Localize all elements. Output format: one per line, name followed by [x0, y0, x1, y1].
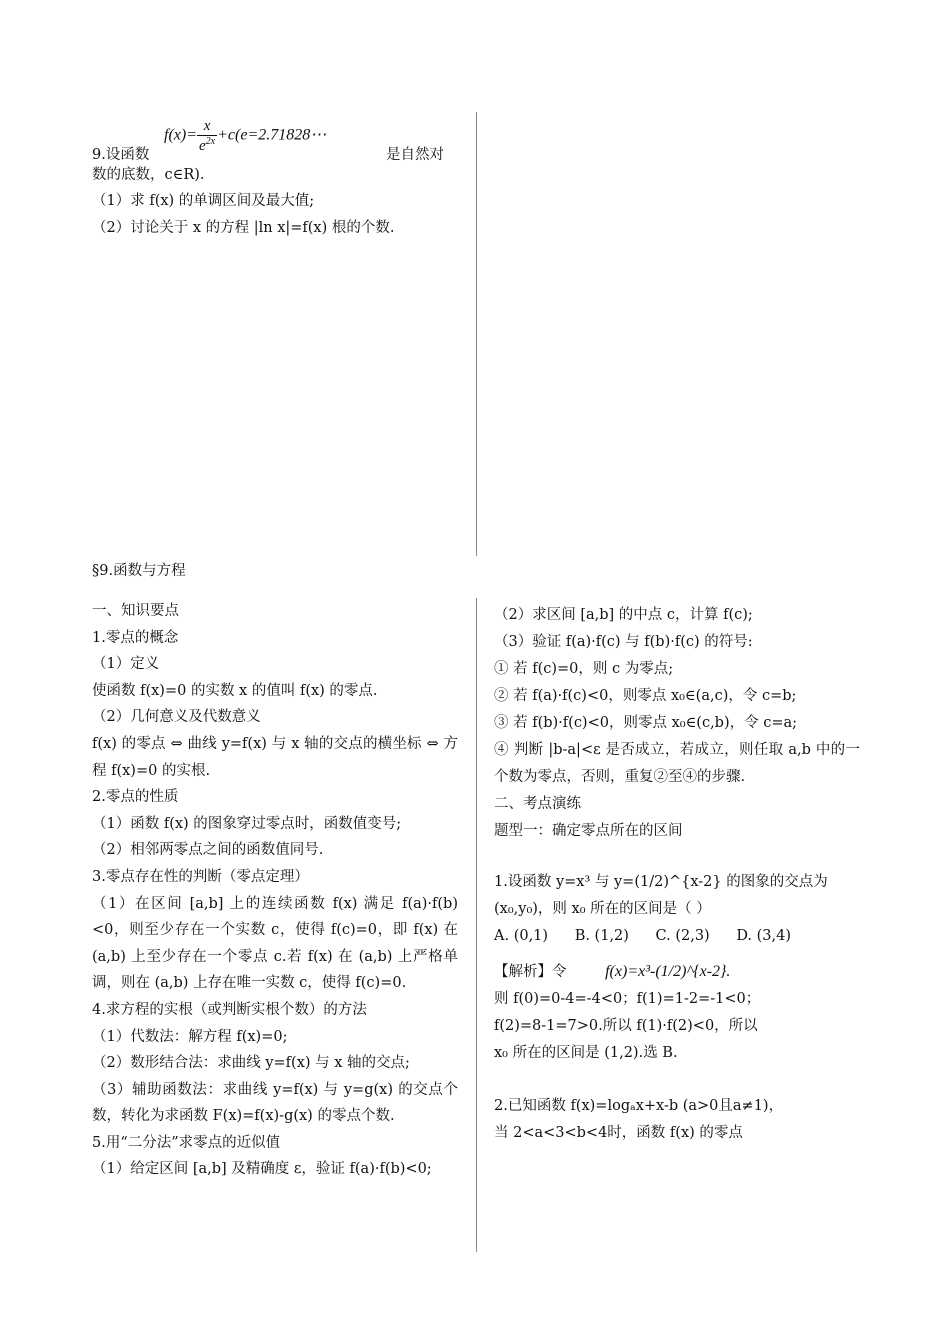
option-d: D. (3,4): [736, 928, 792, 944]
spacer: [494, 845, 860, 869]
solution-step-1: 则 f(0)=0-4=-4<0；f(1)=1-2=-1<0；: [494, 991, 761, 1007]
top-problem-q1: （1）求 f(x) 的单调区间及最大值;: [92, 193, 315, 210]
example2-line1: 2.已知函数 f(x)=logₐx+x-b (a>0且a≠1)，: [494, 1098, 784, 1114]
top-problem: [92, 118, 458, 239]
example1-solution-line: [494, 958, 860, 986]
example1-stem-a: 1.设函数 y=x³ 与 y=(1/2)^{x-2} 的图象的交点为: [494, 874, 828, 890]
bisection-case-2: ② 若 f(a)·f(c)<0，则零点 x₀∈(a,c)，令 c=b;: [494, 688, 797, 704]
top-problem-q2: （2）讨论关于 x 的方程 |ln x|=f(x) 根的个数.: [92, 219, 395, 236]
left-column: [92, 598, 458, 1183]
method-auxiliary: （3）辅助函数法：求曲线 y=f(x) 与 y=g(x) 的交点个数，转化为求函数 F(x)=f(x)-g(x) 的零点个数.: [92, 1081, 458, 1125]
column-divider-top: [476, 112, 477, 556]
solution-formula: f(x)=x³-(1/2)^{x-2}.: [605, 963, 731, 980]
heading-existence: 3.零点存在性的判断（零点定理）: [92, 868, 309, 885]
solution-step-3: x₀ 所在的区间是 (1,2).选 B.: [494, 1045, 678, 1061]
bisection-step-2: （2）求区间 [a,b] 的中点 c，计算 f(c);: [494, 607, 753, 623]
property-1: （1）函数 f(x) 的图象穿过零点时，函数值变号;: [92, 815, 402, 832]
example1-stem-b: (x₀,y₀)，则 x₀ 所在的区间是（ ）: [494, 901, 711, 917]
property-2: （2）相邻两零点之间的函数值同号.: [92, 842, 324, 859]
bisection-case-1: ① 若 f(c)=0，则 c 为零点;: [494, 661, 674, 677]
item-geometric-meaning: （2）几何意义及代数意义: [92, 709, 261, 726]
solution-label: 【解析】令: [494, 964, 567, 980]
example2-line2: 当 2<a<3<b<4时，函数 f(x) 的零点: [494, 1125, 743, 1141]
heading-bisection: 5.用“二分法”求零点的近似值: [92, 1134, 281, 1151]
problem-line1-suffix: 是自然对: [386, 147, 444, 163]
geometric-meaning-text: f(x) 的零点 ⇔ 曲线 y=f(x) 与 x 轴的交点的横坐标 ⇔ 方程 f(x)=0 的实根.: [92, 735, 458, 779]
existence-theorem-text: （1）在区间 [a,b] 上的连续函数 f(x) 满足 f(a)·f(b)<0，则至少存在一个实数 c，使得 f(c)=0，即 f(x) 在 (a,b) 上至少存在一个零点 c.若 f(x) 在 (a,b) 上严格单调，则在 (a,b) 上存在唯一实数 c，使得 f(c)=0.: [92, 895, 458, 992]
option-a: A. (0,1): [494, 928, 549, 944]
definition-text: 使函数 f(x)=0 的实数 x 的值叫 f(x) 的零点.: [92, 682, 378, 699]
bisection-step-1: （1）给定区间 [a,b] 及精确度 ε，验证 f(a)·f(b)<0;: [92, 1161, 432, 1178]
bisection-step-3: （3）验证 f(a)·f(c) 与 f(b)·f(c) 的符号:: [494, 634, 753, 650]
bisection-case-3: ③ 若 f(b)·f(c)<0，则零点 x₀∈(c,b)，令 c=a;: [494, 715, 798, 731]
option-c: C. (2,3): [655, 928, 710, 944]
example1-options: [494, 923, 860, 950]
column-divider-bottom: [476, 598, 477, 1252]
section-title: §9.函数与方程: [92, 563, 186, 579]
option-b: B. (1,2): [574, 928, 629, 944]
top-problem-line2: 数的底数，c∈R).: [92, 167, 205, 183]
formula-f-x: f(x)= $\frac{x}{e^{2x}}$ +c(e=2.71828⋯: [164, 118, 327, 154]
heading-methods: 4.求方程的实根（或判断实根个数）的方法: [92, 1001, 367, 1018]
bisection-case-4: ④ 判断 |b-a|<ε 是否成立，若成立，则任取 a,b 中的一个数为零点，否则，重复②至④的步骤.: [494, 742, 860, 785]
heading-practice: 二、考点演练: [494, 796, 581, 812]
problem-number-text: 9.设函数: [92, 147, 150, 163]
heading-knowledge: 一、知识要点: [92, 603, 179, 619]
spacer: [494, 1067, 860, 1093]
heading-zero-properties: 2.零点的性质: [92, 789, 179, 806]
right-column: [494, 602, 860, 1147]
method-algebraic: （1）代数法：解方程 f(x)=0;: [92, 1028, 288, 1045]
top-problem-line1: [92, 118, 458, 164]
heading-zero-concept: 1.零点的概念: [92, 629, 179, 646]
method-graphical: （2）数形结合法：求曲线 y=f(x) 与 x 轴的交点;: [92, 1055, 410, 1072]
item-definition: （1）定义: [92, 656, 160, 673]
solution-step-2: f(2)=8-1=7>0.所以 f(1)·f(2)<0，所以: [494, 1018, 758, 1034]
heading-type-1: 题型一：确定零点所在的区间: [494, 823, 683, 839]
spacer: [494, 950, 860, 958]
